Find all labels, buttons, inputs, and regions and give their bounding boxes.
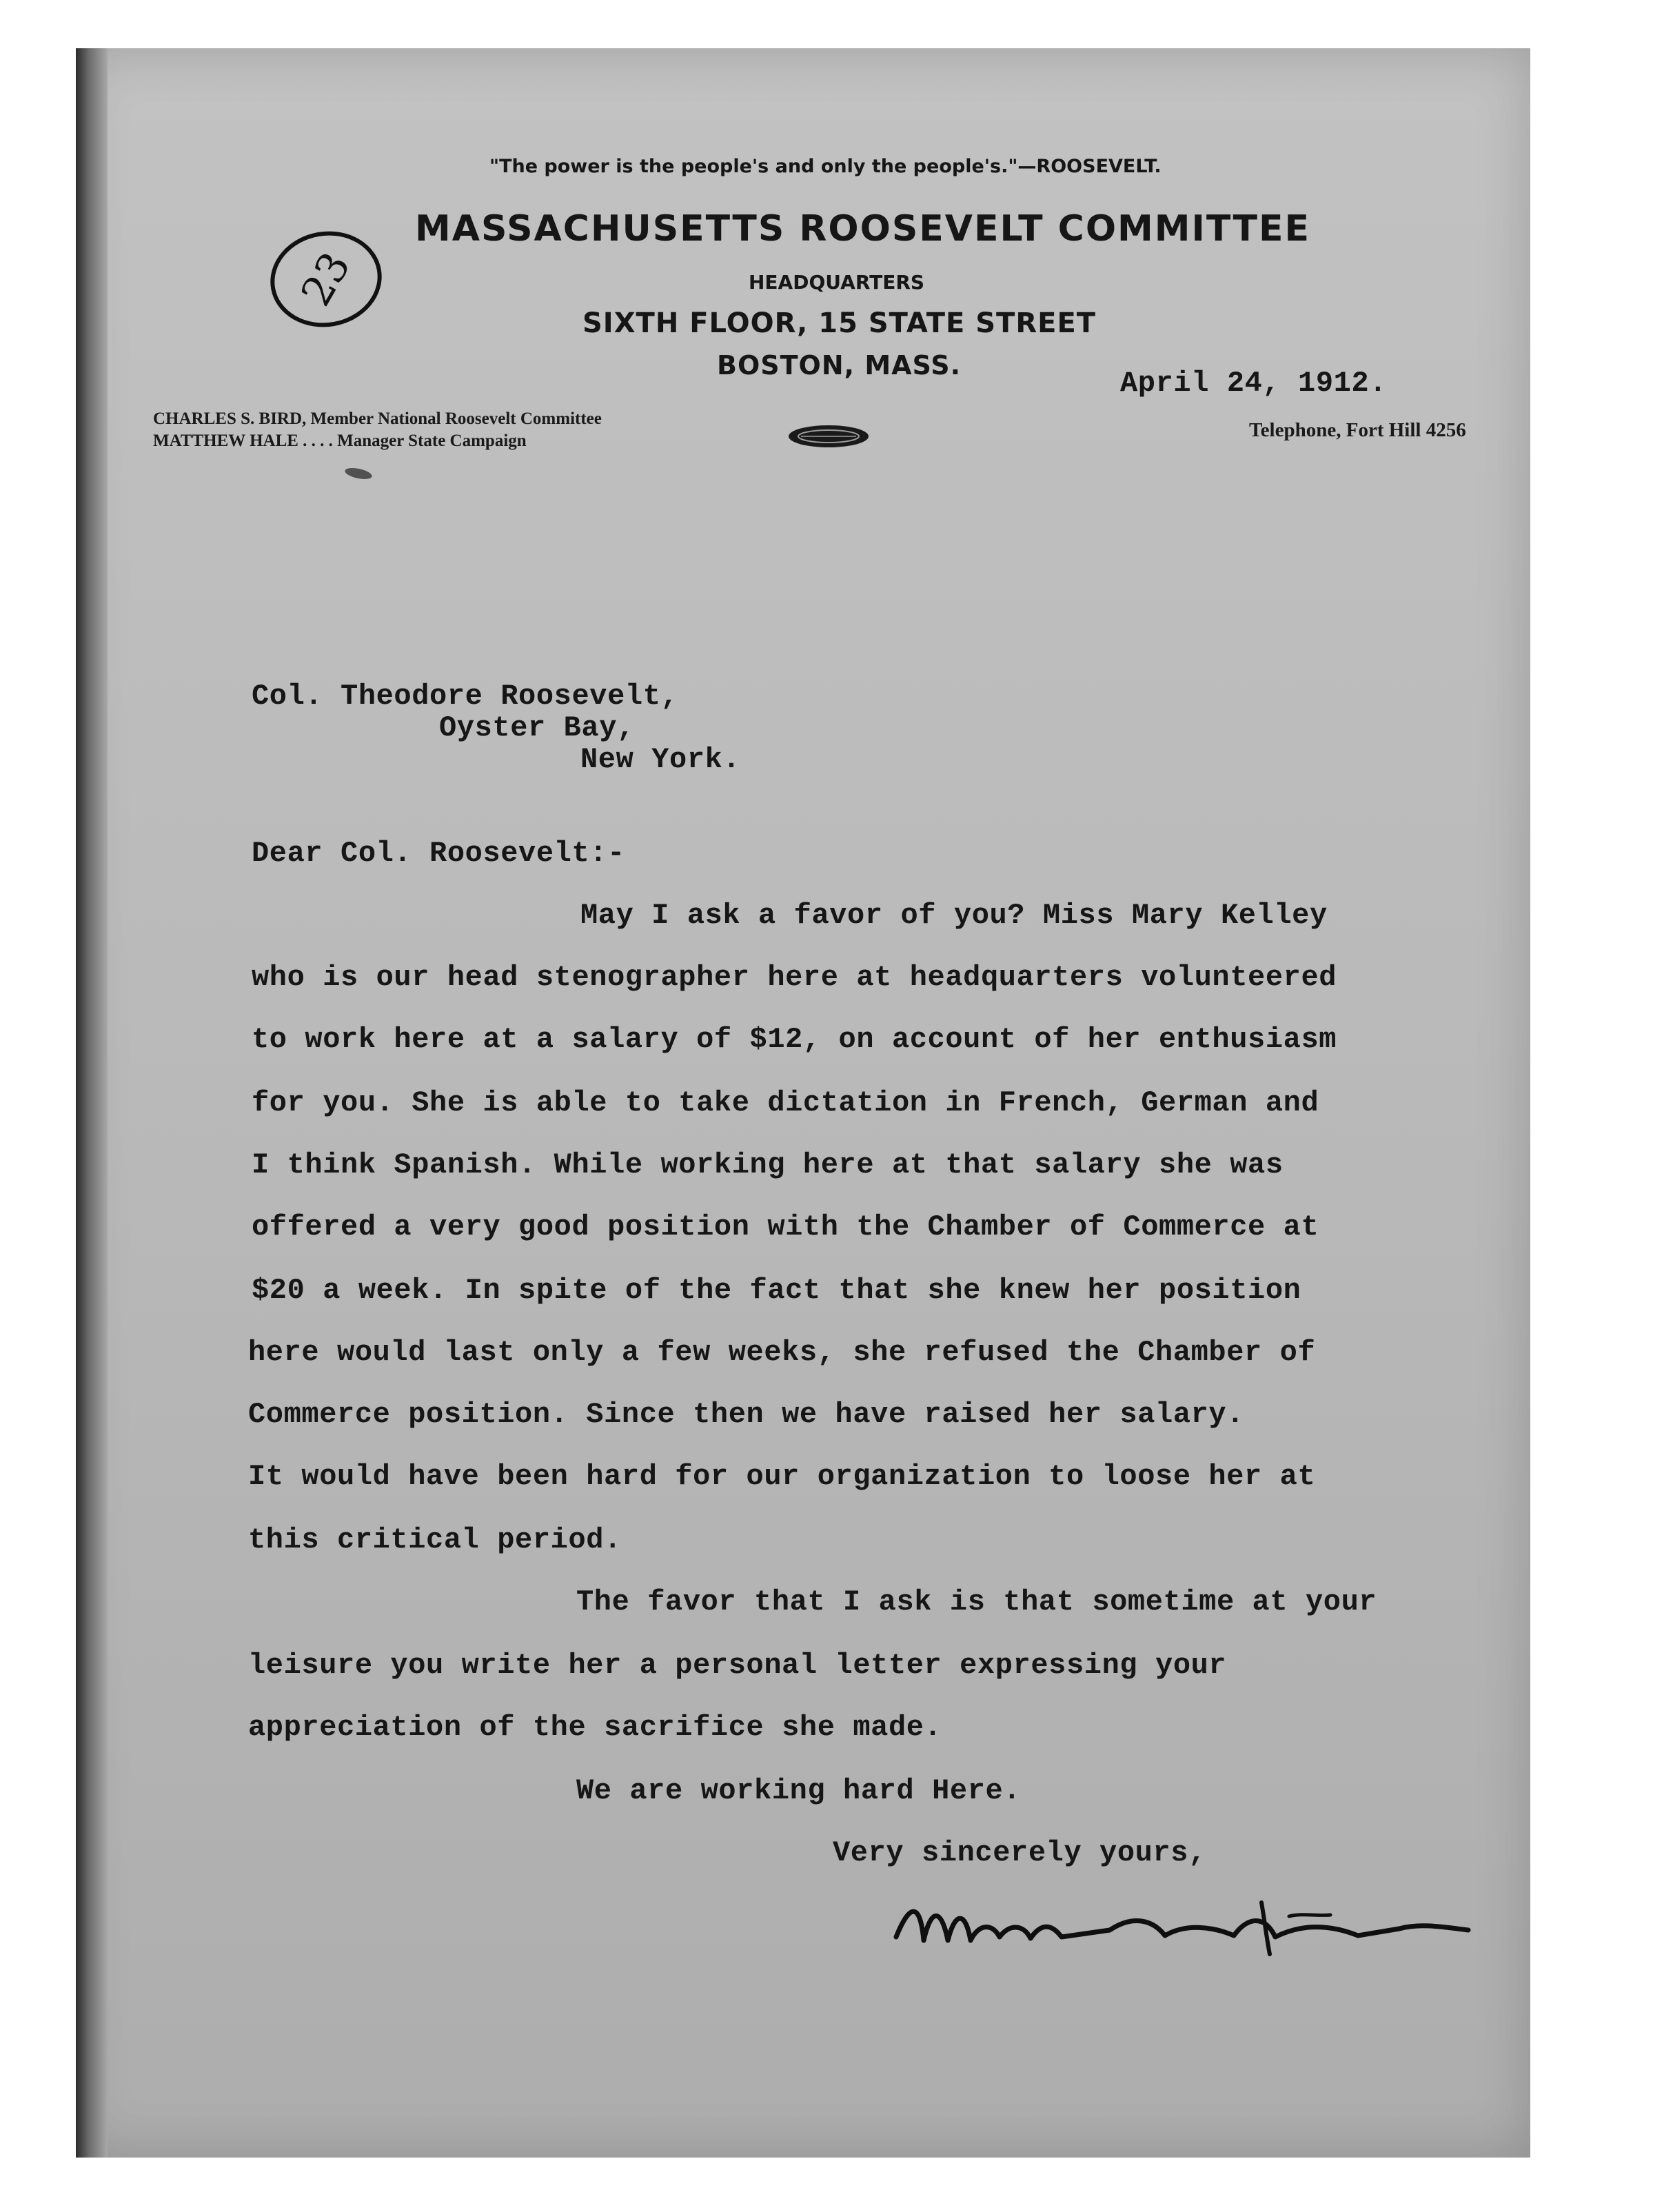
letterhead-org-name: MASSACHUSETTS ROOSEVELT COMMITTEE bbox=[415, 208, 1311, 250]
body-line: to work here at a salary of $12, on account of her enthusiasm bbox=[252, 1023, 1337, 1056]
body-line: Commerce position. Since then we have raised her salary. bbox=[248, 1398, 1245, 1431]
body-line: We are working hard Here. bbox=[576, 1774, 1022, 1807]
letterhead-address-street: SIXTH FLOOR, 15 STATE STREET bbox=[582, 307, 1097, 339]
body-line: $20 a week. In spite of the fact that she knew her position bbox=[252, 1274, 1301, 1307]
body-line: The favor that I ask is that sometime at your bbox=[576, 1585, 1377, 1619]
closing: Very sincerely yours, bbox=[833, 1836, 1206, 1869]
letter-date: April 24, 1912. bbox=[1120, 367, 1388, 400]
salutation: Dear Col. Roosevelt:- bbox=[252, 837, 625, 870]
body-line: May I ask a favor of you? Miss Mary Kelley bbox=[580, 899, 1328, 932]
handwritten-signature bbox=[889, 1875, 1482, 1978]
page-edge-shadow bbox=[76, 48, 108, 2158]
document-number: 23 bbox=[292, 244, 361, 314]
letterhead-address-city: BOSTON, MASS. bbox=[717, 350, 962, 380]
body-line: I think Spanish. While working here at that salary she was bbox=[252, 1148, 1284, 1181]
union-label-emblem-icon bbox=[787, 422, 877, 451]
letterhead-officer-hale: MATTHEW HALE . . . . Manager State Campaign bbox=[153, 432, 527, 450]
body-line: who is our head stenographer here at headquarters volunteered bbox=[252, 961, 1337, 994]
body-line: It would have been hard for our organization to loose her at bbox=[248, 1460, 1316, 1493]
letterhead-telephone: Telephone, Fort Hill 4256 bbox=[1249, 419, 1466, 441]
recipient-line-1: Col. Theodore Roosevelt, bbox=[252, 680, 679, 713]
letterhead-officer-bird: CHARLES S. BIRD, Member National Roosevelt Committee bbox=[153, 409, 602, 428]
recipient-line-3: New York. bbox=[580, 743, 741, 776]
letterhead-motto: "The power is the people's and only the people's."—ROOSEVELT. bbox=[489, 156, 1162, 177]
letterhead-headquarters-label: HEADQUARTERS bbox=[749, 271, 925, 294]
body-line: here would last only a few weeks, she refused the Chamber of bbox=[248, 1336, 1316, 1369]
body-line: this critical period. bbox=[248, 1523, 622, 1556]
body-line: offered a very good position with the Chamber of Commerce at bbox=[252, 1210, 1319, 1244]
body-line: leisure you write her a personal letter expressing your bbox=[248, 1649, 1227, 1682]
document-number-circle bbox=[267, 227, 385, 331]
body-line: for you. She is able to take dictation in French, German and bbox=[252, 1086, 1319, 1119]
body-line: appreciation of the sacrifice she made. bbox=[248, 1711, 942, 1744]
recipient-line-2: Oyster Bay, bbox=[439, 711, 635, 744]
